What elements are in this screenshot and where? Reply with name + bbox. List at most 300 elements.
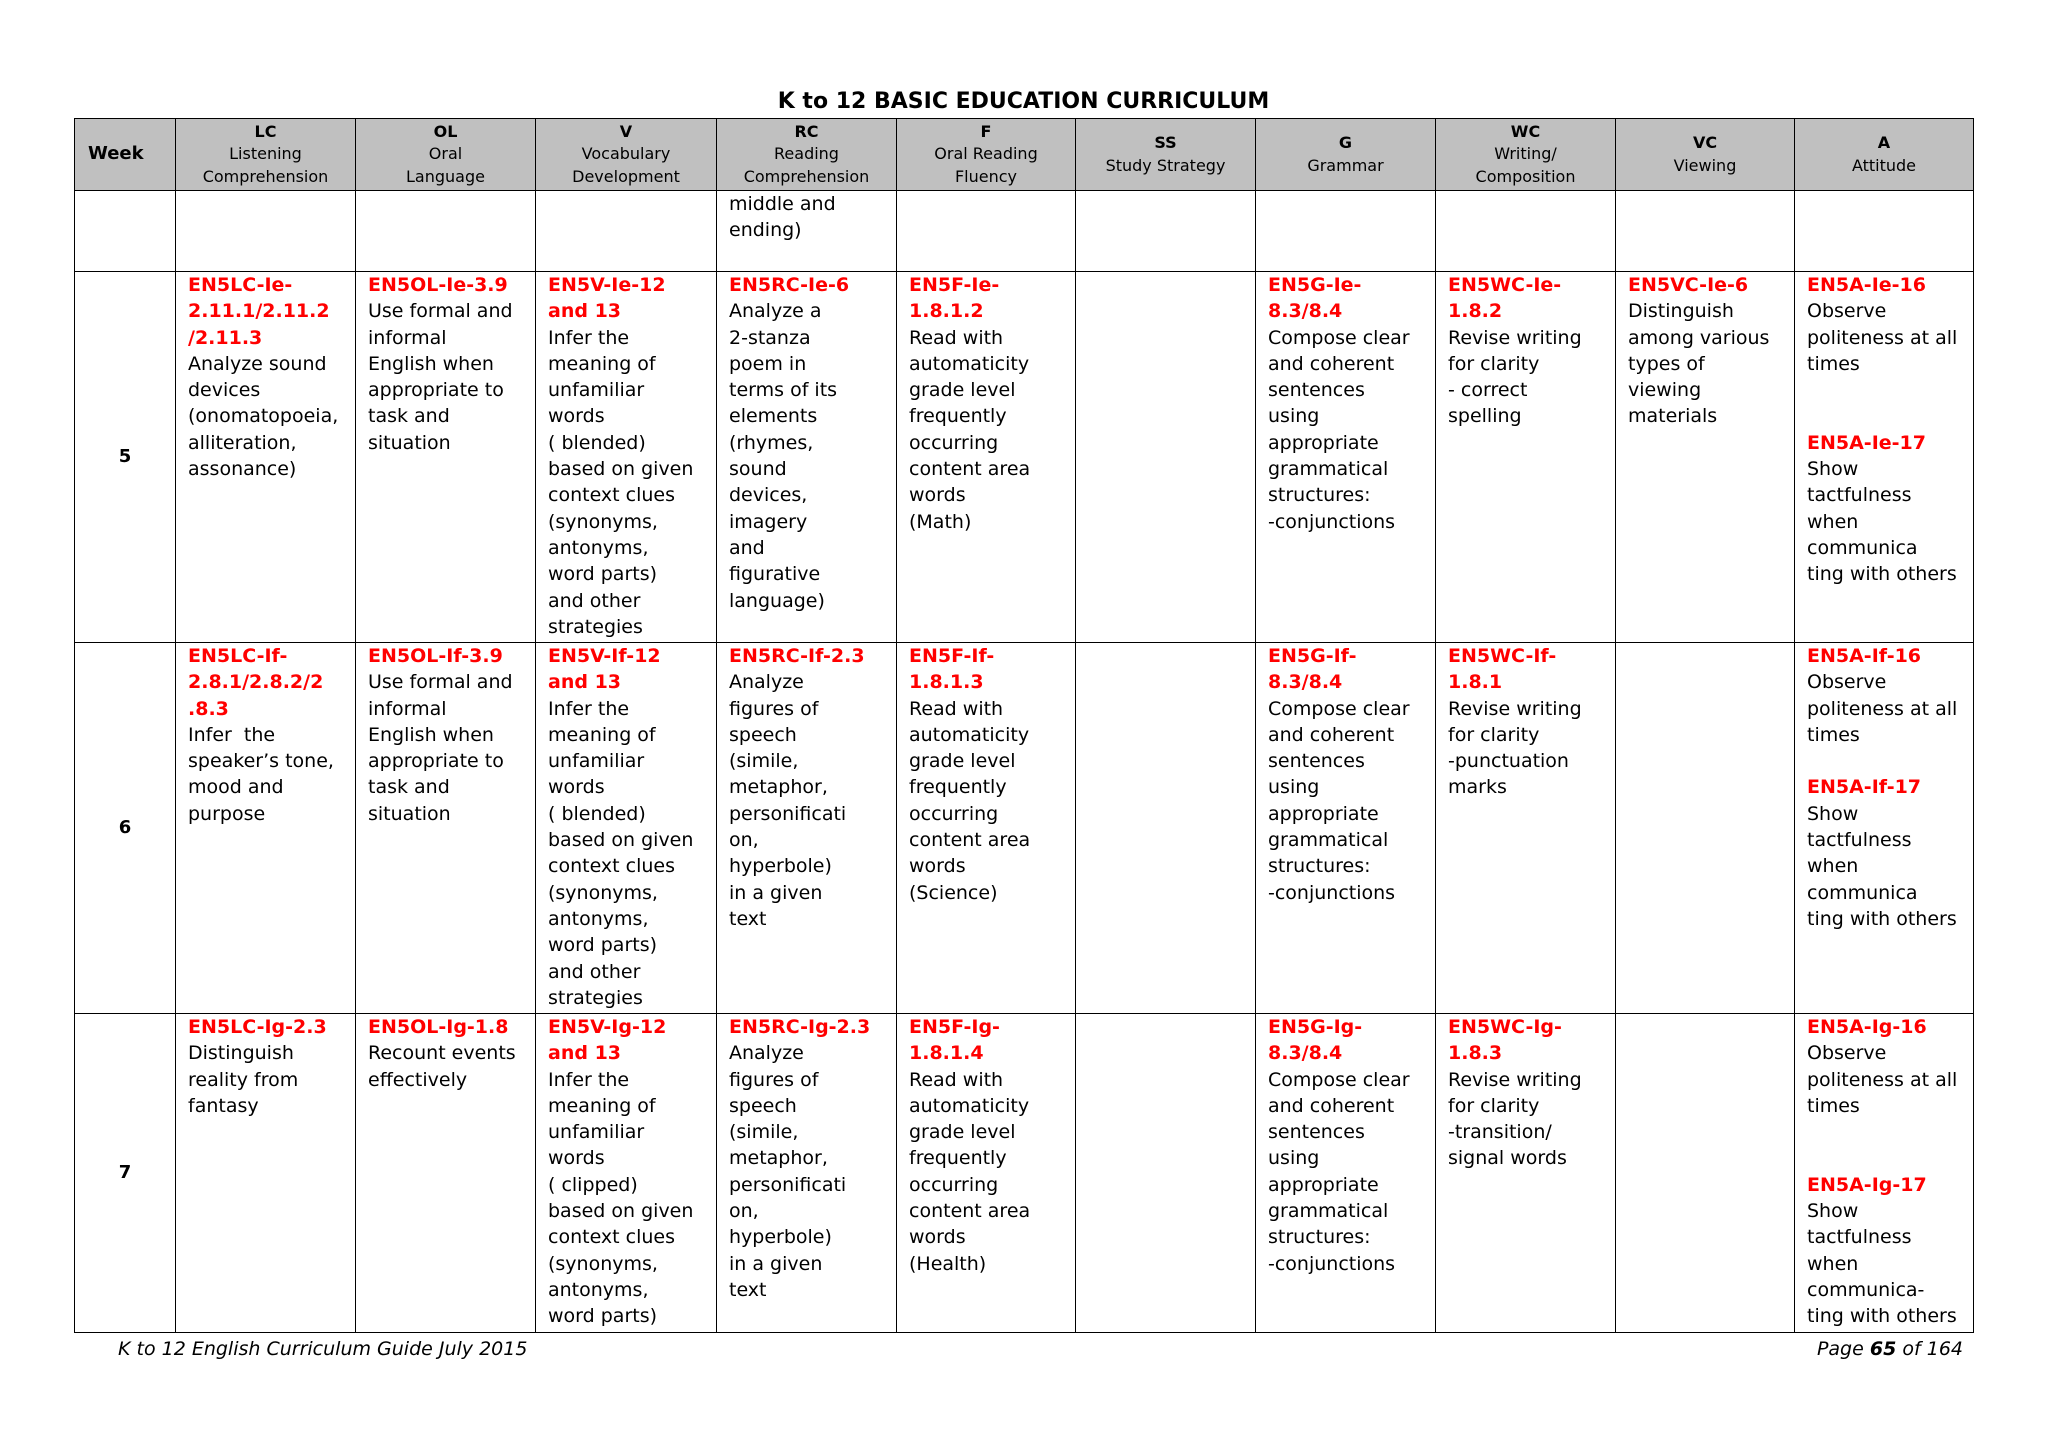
cell-lc: [176, 643, 356, 1014]
competency-text-line: purpose: [188, 802, 266, 825]
competency-code: 2.11.1/2.11.2: [188, 300, 330, 323]
competency-text-line: words: [909, 484, 966, 507]
header-cell-rc: [717, 119, 897, 191]
page-number: 65: [1869, 1338, 1897, 1360]
competency-text-line: informal: [368, 326, 447, 349]
competency-code: EN5F-If-: [909, 645, 995, 667]
cell-ol: [356, 1014, 536, 1333]
competency-code: EN5A-If-17: [1807, 776, 1922, 799]
competency-text-line: task and: [368, 405, 450, 428]
competency-text-line: and coherent: [1268, 723, 1395, 746]
header-label-line: Viewing: [1673, 155, 1737, 175]
competency-block: [1807, 643, 1971, 748]
header-abbr: LC: [254, 121, 277, 141]
competency-text-line: ting with others: [1807, 563, 1957, 586]
competency-text-line: (Math): [909, 510, 972, 533]
cell-g: [1256, 191, 1436, 272]
header-cell-a: [1795, 119, 1974, 191]
competency-code: EN5A-Ig-16: [1807, 1016, 1927, 1038]
competency-text-line: terms of its: [729, 379, 838, 402]
header-abbr: F: [980, 121, 992, 141]
competency-text-line: Distinguish: [1628, 300, 1734, 323]
header-abbr: OL: [433, 121, 458, 141]
competency-code: 1.8.3: [1448, 1042, 1503, 1065]
header-label-line: Oral Reading: [934, 144, 1038, 164]
competency-text-line: tactfulness: [1807, 1226, 1912, 1249]
competency-block: [1268, 272, 1433, 535]
competency-code: 1.8.1.2: [909, 300, 984, 323]
competency-text-line: meaning of: [548, 1094, 656, 1117]
competency-text-line: Show: [1807, 458, 1859, 481]
competency-code: EN5OL-If-3.9: [368, 645, 503, 667]
competency-block: [188, 272, 353, 482]
competency-text-line: metaphor,: [729, 1147, 828, 1170]
competency-block: [909, 272, 1073, 535]
competency-text-line: (Health): [909, 1252, 987, 1275]
header-label-line: Language: [406, 166, 485, 186]
competency-text-line: Read with: [909, 326, 1004, 349]
cell-vc: [1616, 191, 1795, 272]
competency-text-line: Compose clear: [1268, 326, 1410, 349]
competency-text-line: words: [909, 1226, 966, 1249]
competency-text-line: meaning of: [548, 352, 656, 375]
competency-text-line: grammatical: [1268, 458, 1389, 481]
competency-text-line: appropriate to: [368, 750, 504, 773]
competency-text-line: Observe: [1807, 1042, 1887, 1065]
competency-text-line: language): [729, 589, 825, 612]
competency-text-line: and other: [548, 960, 641, 983]
competency-text-line: grade level: [909, 750, 1016, 773]
competency-code: EN5WC-If-: [1448, 645, 1557, 667]
competency-text-line: tactfulness: [1807, 484, 1912, 507]
competency-text-line: appropriate: [1268, 431, 1379, 454]
competency-text-line: among various: [1628, 326, 1770, 349]
competency-text-line: and coherent: [1268, 352, 1395, 375]
header-cell-g: [1256, 119, 1436, 191]
competency-code: EN5V-Ie-12: [548, 274, 666, 296]
competency-text-line: mood and: [188, 776, 284, 799]
competency-text-line: Analyze: [729, 1042, 804, 1065]
competency-text-line: Compose clear: [1268, 697, 1410, 720]
competency-block: [188, 1014, 353, 1119]
header-cell-f: [897, 119, 1076, 191]
competency-text-line: text: [729, 907, 767, 930]
competency-text-line: figurative: [729, 563, 821, 586]
competency-block: [548, 272, 714, 640]
competency-text-line: effectively: [368, 1068, 468, 1091]
cell-ol: [356, 191, 536, 272]
competency-block: [1807, 1014, 1971, 1119]
competency-text-line: strategies: [548, 986, 643, 1009]
cell-lc: [176, 1014, 356, 1333]
competency-code: EN5LC-Ig-2.3: [188, 1016, 327, 1038]
competency-text-line: -conjunctions: [1268, 881, 1396, 904]
competency-block: [1807, 272, 1971, 377]
competency-text-line: unfamiliar: [548, 750, 645, 773]
competency-code: 1.8.1.4: [909, 1042, 984, 1065]
cell-wc: [1436, 1014, 1616, 1333]
cell-f: [897, 1014, 1076, 1333]
competency-text-line: communica: [1807, 536, 1918, 559]
competency-text-line: antonyms,: [548, 1278, 649, 1301]
header-abbr: V: [619, 121, 633, 141]
week-number: 6: [118, 816, 132, 838]
competency-text-line: on,: [729, 1200, 759, 1223]
competency-text-line: when: [1807, 855, 1859, 878]
competency-text-line: speech: [729, 1094, 797, 1117]
cell-a: [1795, 1014, 1974, 1333]
header-abbr: SS: [1154, 133, 1177, 152]
cell-a: [1795, 272, 1974, 643]
week-cell: [75, 643, 176, 1014]
competency-text-line: types of: [1628, 352, 1705, 375]
competency-code: EN5A-Ie-17: [1807, 431, 1926, 454]
competency-text-line: appropriate: [1268, 802, 1379, 825]
competency-code: EN5WC-Ie-: [1448, 274, 1562, 296]
competency-text-line: content area: [909, 458, 1031, 481]
competency-text-line: Revise writing: [1448, 1068, 1582, 1091]
cell-rc: [717, 191, 897, 272]
competency-text-line: words: [548, 1147, 605, 1170]
week-cell: [75, 1014, 176, 1333]
competency-text-line: content area: [909, 1200, 1031, 1223]
competency-text-line: imagery: [729, 510, 808, 533]
competency-code: 1.8.2: [1448, 300, 1503, 323]
cell-vc: [1616, 1014, 1795, 1333]
competency-text-line: automaticity: [909, 1094, 1030, 1117]
competency-text-line: grade level: [909, 1121, 1016, 1144]
competency-text-line: frequently: [909, 1147, 1007, 1170]
header-abbr: RC: [794, 121, 819, 141]
competency-code: 2.8.1/2.8.2/2: [188, 671, 324, 694]
competency-text-line: Analyze a: [729, 300, 822, 323]
competency-text-line: sentences: [1268, 750, 1365, 773]
competency-text-line: unfamiliar: [548, 379, 645, 402]
competency-code: EN5RC-If-2.3: [729, 645, 865, 667]
competency-text-line: appropriate: [1268, 1173, 1379, 1196]
competency-code: EN5G-Ig-: [1268, 1016, 1363, 1038]
competency-block: [188, 643, 353, 827]
competency-block: [1268, 1014, 1433, 1277]
competency-text-line: communica: [1807, 881, 1918, 904]
competency-text-line: for clarity: [1448, 723, 1540, 746]
competency-text-line: structures:: [1268, 855, 1371, 878]
header-label-line: Oral: [428, 144, 463, 164]
competency-text-line: Use formal and: [368, 300, 513, 323]
competency-text-line: English when: [368, 723, 494, 746]
competency-text-line: ting with others: [1807, 1305, 1957, 1328]
competency-text-line: grammatical: [1268, 829, 1389, 852]
competency-text-line: personificati: [729, 802, 847, 825]
competency-text-line: word parts): [548, 1305, 658, 1328]
competency-text-line: -conjunctions: [1268, 510, 1396, 533]
competency-text-line: politeness at all: [1807, 326, 1958, 349]
cell-ol: [356, 643, 536, 1014]
header-abbr: VC: [1692, 133, 1718, 152]
cell-vc: [1616, 643, 1795, 1014]
cell-ol: [356, 272, 536, 643]
competency-text-line: ( blended): [548, 431, 646, 454]
header-label-line: Comprehension: [743, 166, 870, 186]
competency-text-line: for clarity: [1448, 1094, 1540, 1117]
competency-text-line: text: [729, 1278, 767, 1301]
competency-text-line: antonyms,: [548, 536, 649, 559]
header-label-line: Composition: [1475, 166, 1576, 186]
header-cell-wc: [1436, 119, 1616, 191]
competency-text-line: signal words: [1448, 1147, 1567, 1170]
competency-text-line: ( clipped): [548, 1173, 638, 1196]
competency-code: /2.11.3: [188, 326, 263, 349]
competency-text-line: viewing: [1628, 379, 1702, 402]
competency-text-line: based on given: [548, 458, 694, 481]
competency-text-line: (simile,: [729, 750, 799, 773]
cell-g: [1256, 272, 1436, 643]
competency-text-line: Infer the: [548, 326, 630, 349]
cell-v: [536, 1014, 717, 1333]
cell-ss: [1076, 1014, 1256, 1333]
header-abbr: A: [1877, 133, 1891, 152]
competency-code: EN5LC-Ie-: [188, 274, 293, 296]
competency-block: [1268, 643, 1433, 906]
competency-text-line: alliteration,: [188, 431, 297, 454]
competency-text-line: and: [729, 536, 765, 559]
competency-text-line: poem in: [729, 352, 807, 375]
week-number: 7: [118, 1161, 132, 1183]
competency-code: EN5OL-Ie-3.9: [368, 274, 508, 296]
competency-text-line: Read with: [909, 1068, 1004, 1091]
page-title: K to 12 BASIC EDUCATION CURRICULUM: [777, 89, 1270, 114]
competency-text-line: automaticity: [909, 352, 1030, 375]
competency-text-line: sentences: [1268, 379, 1365, 402]
competency-text-line: frequently: [909, 776, 1007, 799]
competency-text-line: structures:: [1268, 484, 1371, 507]
header-label-line: Fluency: [954, 166, 1018, 186]
competency-code: EN5LC-If-: [188, 645, 288, 667]
competency-code: EN5F-Ie-: [909, 274, 1000, 296]
competency-text-line: (synonyms,: [548, 1252, 658, 1275]
competency-text-line: appropriate to: [368, 379, 504, 402]
cell-ss: [1076, 643, 1256, 1014]
competency-text-line: word parts): [548, 563, 658, 586]
competency-text-line: Recount events: [368, 1042, 516, 1065]
competency-text-line: strategies: [548, 615, 643, 638]
competency-code: and 13: [548, 671, 622, 694]
competency-text-line: content area: [909, 829, 1031, 852]
cell-wc: [1436, 191, 1616, 272]
competency-text-line: fantasy: [188, 1094, 259, 1117]
competency-text-line: devices: [188, 379, 261, 402]
competency-text-line: occurring: [909, 431, 999, 454]
header-label-line: Listening: [229, 144, 302, 164]
cell-rc: [717, 272, 897, 643]
competency-text-line: personificati: [729, 1173, 847, 1196]
competency-text-line: task and: [368, 776, 450, 799]
competency-text-line: frequently: [909, 405, 1007, 428]
cell-g: [1256, 643, 1436, 1014]
competency-text-line: in a given: [729, 1252, 823, 1275]
header-label-line: Writing/: [1494, 144, 1557, 164]
competency-text-line: occurring: [909, 802, 999, 825]
competency-text-line: Compose clear: [1268, 1068, 1410, 1091]
competency-code: EN5RC-Ig-2.3: [729, 1016, 871, 1038]
competency-code: EN5A-If-16: [1807, 645, 1922, 667]
cell-f: [897, 191, 1076, 272]
competency-text-line: for clarity: [1448, 352, 1540, 375]
competency-block: [729, 1014, 894, 1303]
competency-text-line: antonyms,: [548, 907, 649, 930]
cell-lc: [176, 272, 356, 643]
competency-block: [1628, 272, 1792, 430]
header-label-line: Development: [572, 166, 680, 186]
competency-text-line: (onomatopoeia,: [188, 405, 339, 428]
week-cell: [75, 272, 176, 643]
competency-block: [1807, 430, 1971, 588]
competency-text-line: times: [1807, 723, 1860, 746]
competency-text-line: using: [1268, 405, 1320, 428]
competency-text-line: elements: [729, 405, 818, 428]
header-cell-vc: [1616, 119, 1795, 191]
competency-text-line: in a given: [729, 881, 823, 904]
competency-text-line: times: [1807, 1094, 1860, 1117]
competency-text-line: sound: [729, 458, 787, 481]
cell-v: [536, 272, 717, 643]
competency-text-line: ( blended): [548, 802, 646, 825]
competency-code: 8.3/8.4: [1268, 671, 1343, 694]
header-label-line: Grammar: [1307, 155, 1384, 175]
competency-text-line: using: [1268, 1147, 1320, 1170]
competency-text-line: context clues: [548, 855, 676, 878]
competency-text-line: based on given: [548, 1200, 694, 1223]
table-row: [75, 272, 1974, 643]
competency-block: [909, 643, 1073, 906]
competency-block: [1448, 643, 1613, 801]
footer-guide-title: K to 12 English Curriculum Guide July 2015: [118, 1338, 528, 1360]
competency-text-line: -punctuation: [1448, 750, 1569, 773]
competency-text-line: devices,: [729, 484, 808, 507]
week-cell: [75, 191, 176, 272]
competency-text-line: English when: [368, 352, 494, 375]
competency-text-line: Analyze sound: [188, 352, 327, 375]
competency-text-line: hyperbole): [729, 855, 832, 878]
cell-lc: [176, 191, 356, 272]
of-label: of: [1902, 1338, 1921, 1360]
header-abbr: G: [1338, 133, 1353, 152]
competency-text-line: when: [1807, 1252, 1859, 1275]
competency-code: EN5A-Ig-17: [1807, 1173, 1927, 1196]
cell-a: [1795, 643, 1974, 1014]
page-total: 164: [1926, 1338, 1963, 1360]
competency-text-line: ting with others: [1807, 907, 1957, 930]
competency-text-line: grammatical: [1268, 1200, 1389, 1223]
competency-text-line: figures of: [729, 697, 819, 720]
competency-text-line: grade level: [909, 379, 1016, 402]
header-abbr: Week: [88, 143, 144, 165]
competency-block: [729, 191, 894, 244]
competency-text-line: marks: [1448, 776, 1507, 799]
competency-text-line: (synonyms,: [548, 881, 658, 904]
header-label-line: Vocabulary: [581, 144, 671, 164]
competency-block: [368, 643, 533, 827]
competency-text-line: speech: [729, 723, 797, 746]
competency-text-line: and coherent: [1268, 1094, 1395, 1117]
competency-text-line: Observe: [1807, 671, 1887, 694]
header-label-line: Study Strategy: [1105, 155, 1226, 175]
competency-text-line: (Science): [909, 881, 998, 904]
competency-block: [368, 1014, 533, 1093]
competency-text-line: Show: [1807, 1200, 1859, 1223]
cell-wc: [1436, 643, 1616, 1014]
competency-text-line: context clues: [548, 1226, 676, 1249]
cell-wc: [1436, 272, 1616, 643]
competency-text-line: middle and: [729, 193, 836, 215]
cell-f: [897, 272, 1076, 643]
cell-vc: [1616, 272, 1795, 643]
competency-text-line: occurring: [909, 1173, 999, 1196]
competency-code: .8.3: [188, 697, 229, 720]
competency-code: 8.3/8.4: [1268, 300, 1343, 323]
competency-text-line: assonance): [188, 458, 297, 481]
competency-text-line: unfamiliar: [548, 1121, 645, 1144]
competency-code: EN5G-If-: [1268, 645, 1357, 667]
competency-code: EN5WC-Ig-: [1448, 1016, 1562, 1038]
competency-text-line: figures of: [729, 1068, 819, 1091]
competency-code: and 13: [548, 300, 622, 323]
competency-text-line: Observe: [1807, 300, 1887, 323]
competency-text-line: tactfulness: [1807, 829, 1912, 852]
competency-text-line: informal: [368, 697, 447, 720]
cell-f: [897, 643, 1076, 1014]
competency-text-line: Infer the: [548, 1068, 630, 1091]
header-cell-v: [536, 119, 717, 191]
competency-block: [729, 643, 894, 932]
competency-text-line: words: [548, 776, 605, 799]
competency-text-line: using: [1268, 776, 1320, 799]
competency-text-line: ending): [729, 219, 802, 242]
header-cell-week: [75, 119, 176, 191]
page-label: Page: [1816, 1338, 1864, 1360]
competency-text-line: hyperbole): [729, 1226, 832, 1249]
competency-text-line: spelling: [1448, 405, 1522, 428]
competency-text-line: when: [1807, 510, 1859, 533]
competency-text-line: based on given: [548, 829, 694, 852]
competency-text-line: Use formal and: [368, 671, 513, 694]
competency-text-line: situation: [368, 431, 451, 454]
competency-code: 8.3/8.4: [1268, 1042, 1343, 1065]
cell-v: [536, 191, 717, 272]
competency-text-line: situation: [368, 802, 451, 825]
competency-code: EN5RC-Ie-6: [729, 274, 850, 296]
competency-text-line: Show: [1807, 802, 1859, 825]
competency-block: [548, 643, 714, 1011]
page-number-footer: [1817, 1336, 1963, 1362]
competency-text-line: metaphor,: [729, 776, 828, 799]
competency-block: [909, 1014, 1073, 1277]
competency-text-line: communica-: [1807, 1278, 1925, 1301]
competency-text-line: politeness at all: [1807, 697, 1958, 720]
header-label-line: Attitude: [1851, 155, 1917, 175]
cell-v: [536, 643, 717, 1014]
competency-text-line: context clues: [548, 484, 676, 507]
competency-text-line: speaker’s tone,: [188, 750, 334, 773]
competency-code: EN5A-Ie-16: [1807, 274, 1926, 296]
cell-g: [1256, 1014, 1436, 1333]
header-cell-ss: [1076, 119, 1256, 191]
table-row: [75, 1014, 1974, 1333]
competency-block: [1807, 774, 1971, 932]
cell-rc: [717, 1014, 897, 1333]
competency-block: [729, 272, 894, 614]
competency-text-line: structures:: [1268, 1226, 1371, 1249]
